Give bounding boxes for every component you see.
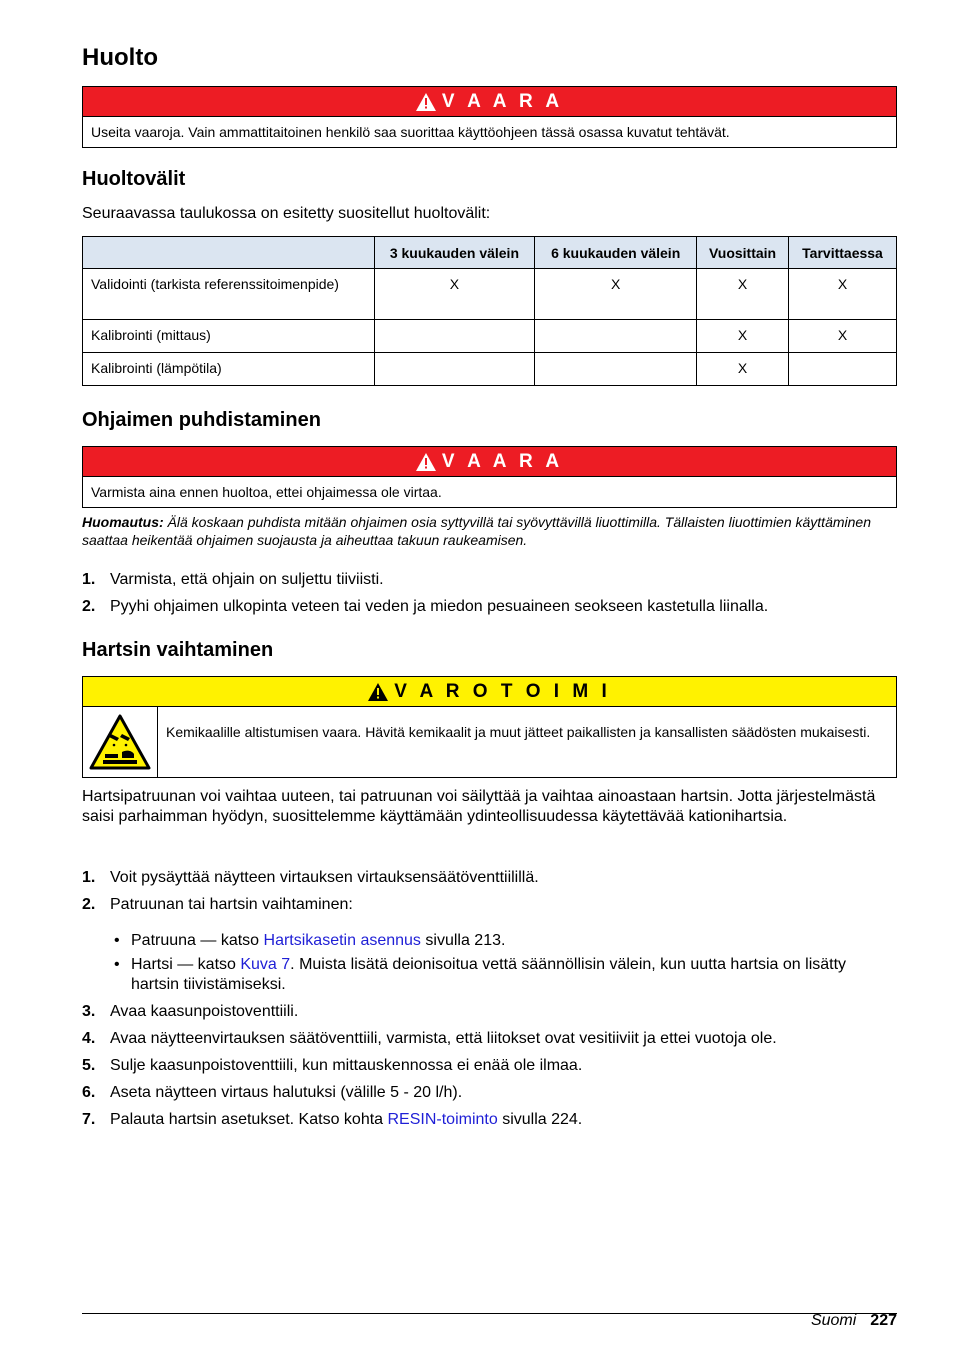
- intervals-heading: Huoltovälit: [82, 168, 186, 190]
- resin-steps: [82, 868, 897, 1130]
- list-item: 4. Avaa näytteenvirtauksen säätöventtiili, varmista, että liitokset ovat vesitiiviit ja ettei vuotoja ole.: [82, 1030, 777, 1047]
- list-item: 7. Palauta hartsin asetukset. Katso kohta RESIN-toiminto sivulla 224.: [82, 1111, 583, 1128]
- table-cell: X: [697, 269, 789, 320]
- list-item: 5. Sulje kaasunpoistoventtiili, kun mittauskennossa ei enää ole ilmaa.: [82, 1057, 583, 1074]
- danger-alert-header: [83, 87, 896, 117]
- table-header-row: [83, 237, 897, 269]
- table-cell: [374, 320, 535, 353]
- table-cell: X: [697, 320, 789, 353]
- table-task-cell: Kalibrointi (mittaus): [83, 320, 375, 353]
- warning-triangle-icon: [416, 453, 436, 471]
- table-cell: [535, 320, 697, 353]
- caution-label: V A R O T O I M I: [394, 680, 611, 702]
- page-title: Huolto: [82, 44, 158, 71]
- table-header-cell: Vuosittain: [697, 237, 789, 269]
- corrosive-hazard-icon: [83, 707, 158, 777]
- danger-alert-power: [82, 446, 897, 508]
- danger-alert-general: [82, 86, 897, 148]
- resin-heading: Hartsin vaihtaminen: [82, 639, 274, 661]
- table-cell: X: [697, 353, 789, 386]
- page-footer: [811, 1312, 897, 1330]
- resin-options: [110, 931, 897, 995]
- footer-language: Suomi: [810, 1312, 857, 1329]
- table-cell: X: [374, 269, 535, 320]
- note-text: Älä koskaan puhdista mitään ohjaimen osia syttyvillä tai syövyttävillä liuottimilla. Tällaisten liuottimien käyttäminen saattaa heikentää ohjaimen suojausta ja aiheuttaa takuun raukeamisen.: [82, 514, 871, 548]
- caution-text: Kemikaalille altistumisen vaara. Hävitä kemikaalit ja muut jätteet paikallisten ja kansallisten säädösten mukaisesti.: [166, 724, 871, 740]
- caution-alert-chemical: [82, 676, 897, 778]
- list-item: • Patruuna — katso Hartsikasetin asennus sivulla 213.: [114, 932, 506, 949]
- list-item: 3. Avaa kaasunpoistoventtiili.: [82, 1003, 299, 1020]
- danger-label: V A A R A: [441, 90, 564, 112]
- page-number: 227: [870, 1312, 897, 1329]
- note-label: Huomautus:: [82, 514, 164, 530]
- footer-divider: [82, 1313, 897, 1314]
- table-cell: [789, 353, 897, 386]
- table-cell: [374, 353, 535, 386]
- table-header-cell: 6 kuukauden välein: [535, 237, 697, 269]
- caution-alert-header: [83, 677, 896, 707]
- list-item: 1. Voit pysäyttää näytteen virtauksen virtauksensäätöventtiilillä.: [82, 869, 539, 886]
- list-item: • Hartsi — katso Kuva 7. Muista lisätä deionisoitua vettä säännöllisin välein, kun uutta hartsia on lisätty hartsin tiivistämiseksi.: [114, 956, 847, 993]
- table-row: [83, 353, 897, 386]
- danger-text: Varmista aina ennen huoltoa, ettei ohjaimessa ole virtaa.: [91, 484, 442, 500]
- link-figure-7[interactable]: Kuva 7: [240, 956, 291, 973]
- table-row: [83, 320, 897, 353]
- table-task-cell: Kalibrointi (lämpötila): [83, 353, 375, 386]
- list-item: 2. Patruunan tai hartsin vaihtaminen: • Patruuna — katso Hartsikasetin asennus sivulla 213. • Hartsi — katso Kuva 7. Muista lisätä deionisoitua vettä säännöllisin välein, kun uutta hartsia on lisätty hartsin tiivistämiseksi.: [82, 895, 897, 995]
- warning-triangle-icon: [368, 683, 388, 701]
- list-item: 2. Pyyhi ohjaimen ulkopinta veteen tai veden ja miedon pesuaineen seokseen kastetulla liinalla.: [82, 598, 769, 615]
- warning-triangle-icon: [416, 93, 436, 111]
- danger-text: Useita vaaroja. Vain ammattitaitoinen henkilö saa suorittaa käyttöohjeen tässä osassa kuvatut tehtävät.: [91, 124, 730, 140]
- table-header-task: [83, 237, 375, 269]
- cleaning-heading: Ohjaimen puhdistaminen: [82, 409, 321, 431]
- list-item: 6. Aseta näytteen virtaus halutuksi (välille 5 - 20 l/h).: [82, 1084, 463, 1101]
- table-cell: X: [789, 320, 897, 353]
- cleaning-note: [82, 513, 897, 549]
- table-cell: X: [789, 269, 897, 320]
- resin-intro: Hartsipatruunan voi vaihtaa uuteen, tai patruunan voi säilyttää ja vaihtaa ainoastaan hartsin. Jotta järjestelmästä saisi parhaimman hyödyn, suosittelemme käyttämään ydinteollisuudessa käytettävää kationihartsia.: [82, 788, 876, 825]
- danger-label: V A A R A: [441, 450, 564, 472]
- list-item: 1. Varmista, että ohjain on suljettu tiiviisti.: [82, 571, 384, 588]
- danger-alert-header: [83, 447, 896, 477]
- link-resin-cartridge-install[interactable]: Hartsikasetin asennus: [263, 932, 421, 949]
- table-header-cell: Tarvittaessa: [789, 237, 897, 269]
- table-cell: [535, 353, 697, 386]
- cleaning-steps: [82, 570, 897, 617]
- table-cell: X: [535, 269, 697, 320]
- link-resin-function[interactable]: RESIN-toiminto: [387, 1111, 498, 1128]
- intervals-intro: Seuraavassa taulukossa on esitetty suositellut huoltovälit:: [82, 205, 491, 222]
- table-task-cell: Validointi (tarkista referenssitoimenpide): [83, 269, 375, 320]
- table-header-cell: 3 kuukauden välein: [374, 237, 535, 269]
- maintenance-interval-table: [82, 236, 897, 386]
- table-row: [83, 269, 897, 320]
